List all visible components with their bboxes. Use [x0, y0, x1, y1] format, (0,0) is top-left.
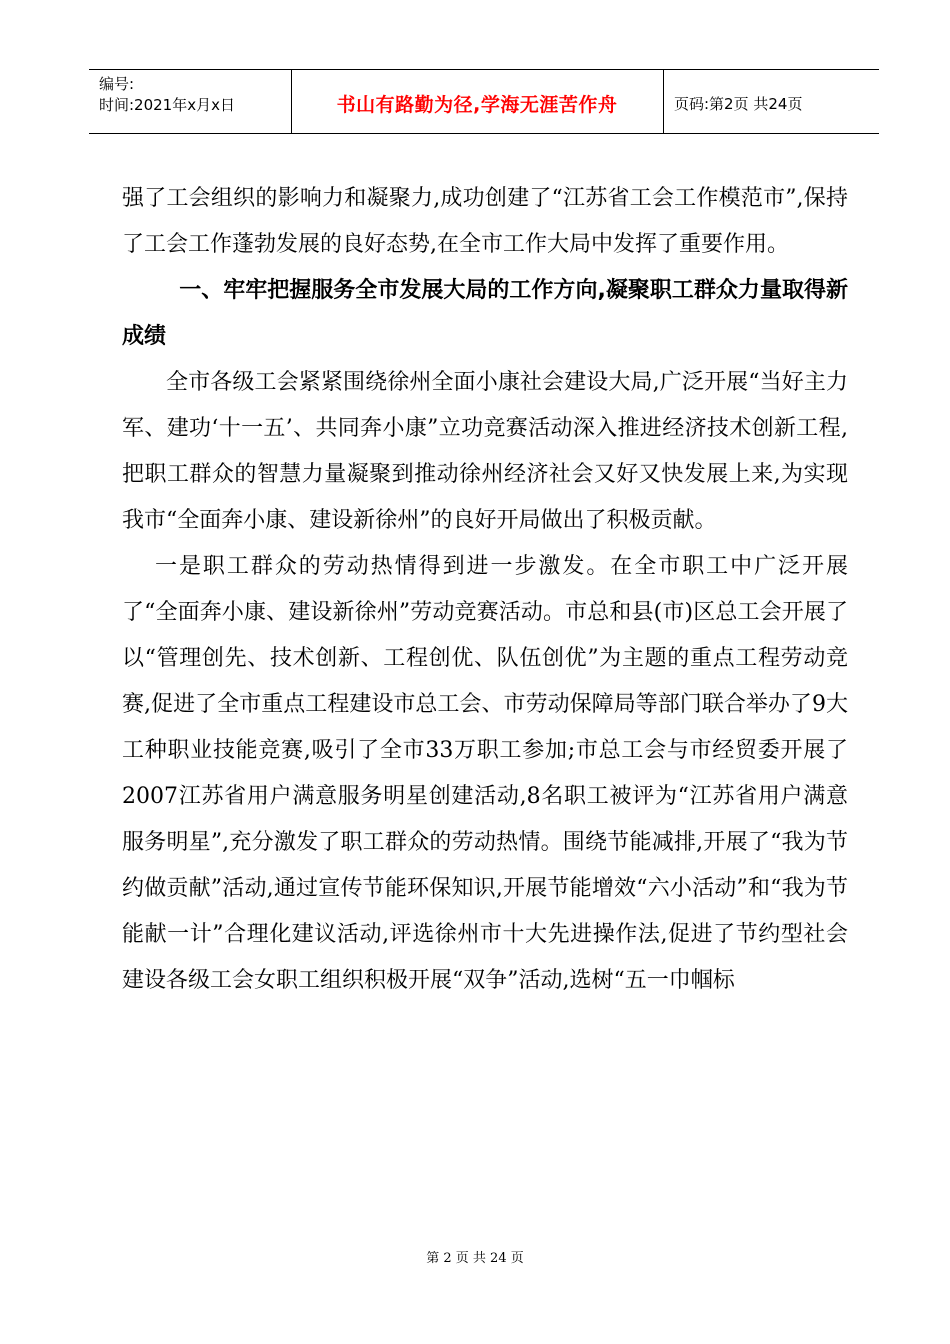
header-motto: 书山有路勤为径,学海无涯苦作舟 — [336, 94, 618, 116]
body-paragraph: 一是职工群众的劳动热情得到进一步激发。在全市职工中广泛开展了“全面奔小康、建设新徐州”劳动竞赛活动。市总和县(市)区总工会开展了以“管理创先、技术创新、工程创优、队伍创优”为主题的重点工程劳动竞赛,促进了全市重点工程建设市总工会、市劳动保障局等部门联合举办了9大工种职业技能竞赛,吸引了全市33万职工参加;市总工会与市经贸委开展了2007江苏省用户满意服务明星创建活动,8名职工被评为“江苏省用户满意服务明星”,充分激发了职工群众的劳动热情。围绕节能减排,开展了“我为节约做贡献”活动,通过宣传节能环保知识,开展节能增效“六小活动”和“我为节能献一计”合理化建议活动,评选徐州市十大先进操作法,促进了节约型社会建设各级工会女职工组织积极开展“双争”活动,选树“五一巾帼标 — [122, 554, 848, 993]
page-header — [89, 69, 879, 134]
header-page-info: 页码:第2页 共24页 — [674, 95, 803, 113]
header-divider — [663, 70, 664, 133]
section-heading: 一、牢牢把握服务全市发展大局的工作方向,凝聚职工群众力量取得新成绩 — [122, 278, 848, 349]
page-footer: 第 2 页 共 24 页 — [426, 1251, 524, 1266]
body-paragraph: 强了工会组织的影响力和凝聚力,成功创建了“江苏省工会工作模范市”,保持了工会工作蓬勃发展的良好态势,在全市工作大局中发挥了重要作用。 — [122, 186, 848, 257]
document-body — [122, 176, 848, 1004]
document-time-label: 时间:2021年x月x日 — [99, 96, 235, 114]
header-meta — [99, 74, 235, 116]
document-number-label: 编号: — [99, 75, 135, 93]
body-paragraph: 全市各级工会紧紧围绕徐州全面小康社会建设大局,广泛开展“当好主力军、建功‘十一五’、共同奔小康”立功竞赛活动深入推进经济技术创新工程,把职工群众的智慧力量凝聚到推动徐州经济社会又好又快发展上来,为实现我市“全面奔小康、建设新徐州”的良好开局做出了积极贡献。 — [122, 370, 848, 533]
